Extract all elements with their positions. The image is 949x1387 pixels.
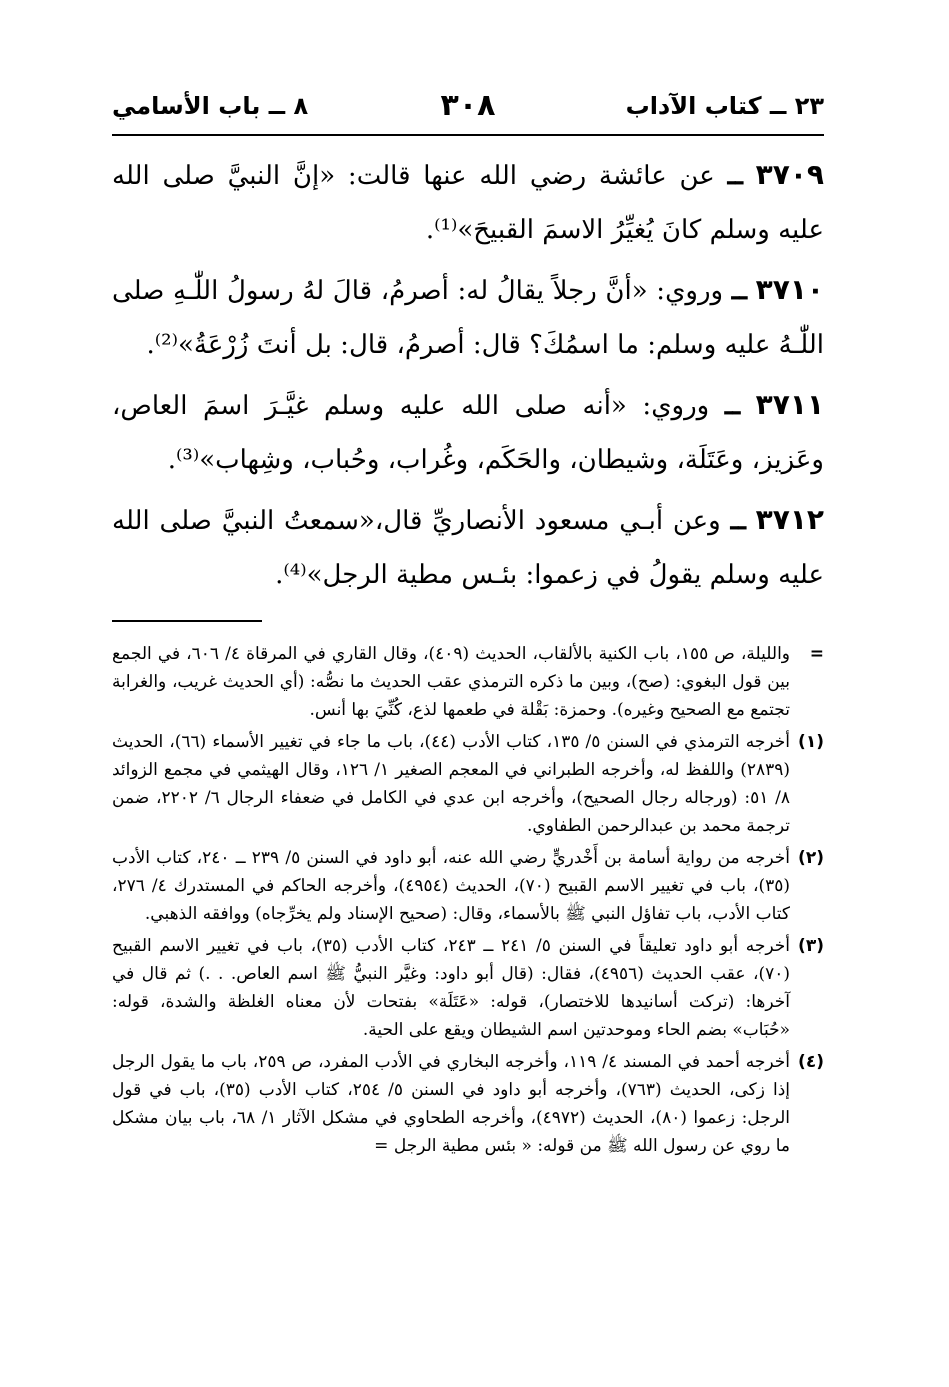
hadith-3711 (112, 378, 824, 487)
hadith-dash: ــ (727, 161, 743, 191)
hadith-list (112, 148, 824, 602)
hadith-3712 (112, 493, 824, 602)
section-title: ٨ ــ باب الأسامي (112, 92, 309, 120)
hadith-dash: ــ (724, 391, 741, 421)
footnote-marker: (٤) (798, 1052, 824, 1072)
footnotes (112, 640, 824, 1160)
hadith-number: ٣٧١٢ (755, 503, 825, 536)
hadith-number: ٣٧٠٩ (755, 158, 825, 191)
footnote-3 (112, 932, 824, 1044)
hadith-text: عن عائشة رضي الله عنها قالت: «إنَّ النبيَّ صلى الله عليه وسلم كانَ يُغيِّرُ الاسمَ القبيحَ»⁽¹⁾. (112, 161, 824, 245)
footnote-divider (112, 620, 262, 622)
footnote-text: والليلة، ص ١٥٥، باب الكنية بالألقاب، الحديث (٤٠٩)، وقال القاري في المرقاة ٤/ ٦٠٦، في الجمع بين قول البغوي: (صح)، وبين ما ذكره الترمذي عقب الحديث ما نصُّه: (أي الحديث غريب، والغرابة تجتمع مع الصحيح وغيره). وحمزة: بَقْلة في طعمها لذع، كُنِّيَ بها أنس. (112, 644, 791, 720)
header-rule (112, 134, 824, 136)
footnote-text: أخرجه أبو داود تعليقاً في السنن ٥/ ٢٤١ ــ ٢٤٣، كتاب الأدب (٣٥)، باب في تغيير الاسم القبيح (٧٠)، عقب الحديث (٤٩٥٦)، فقال: (قال أبو داود: وغيَّر النبيُّ ﷺ اسم العاص. . .) ثم قال في آخرها: (تركت أسانيدها للاختصار)، قوله: «عَتَلَة» بفتحات لأن معناه الغلظة والشدة، قوله: «حُبَاب» بضم الحاء وموحدتين اسم الشيطان ويقع على الحية. (112, 936, 790, 1040)
footnote-marker: (٣) (798, 936, 824, 956)
footnote-2 (112, 844, 824, 928)
hadith-text: وعن أبـي مسعود الأنصاريِّ قال،«سمعتُ النبيَّ صلى الله عليه وسلم يقولُ في زعموا: بئـس مطية الرجل»⁽⁴⁾. (112, 506, 824, 590)
hadith-dash: ــ (730, 506, 746, 536)
hadith-number: ٣٧١٠ (755, 273, 824, 306)
footnote-marker: = (809, 644, 824, 664)
hadith-text: وروي: «أنه صلى الله عليه وسلم غيَّـرَ اسمَ العاص، وعَزيز، وعَتَلَة، وشيطان، والحَكَم، وغُراب، وحُباب، وشِهاب»⁽³⁾. (112, 391, 824, 475)
hadith-3709 (112, 148, 824, 257)
footnote-text: أخرجه من رواية أسامة بن أَخْدريٍّ رضي الله عنه، أبو داود في السنن ٥/ ٢٣٩ ــ ٢٤٠، كتاب الأدب (٣٥)، باب في تغيير الاسم القبيح (٧٠)، الحديث (٤٩٥٤)، وأخرجه الحاكم في المستدرك ٤/ ٢٧٦، كتاب الأدب، باب تفاؤل النبي ﷺ بالأسماء، وقال: (صحيح الإسناد ولم يخرِّجاه) ووافقه الذهبي. (112, 848, 790, 924)
page-header (112, 88, 824, 132)
footnote-text: أخرجه أحمد في المسند ٤/ ١١٩، وأخرجه البخاري في الأدب المفرد، ص ٢٥٩، باب ما يقول الرجل إذا زكى، الحديث (٧٦٣)، وأخرجه أبو داود في السنن ٥/ ٢٥٤، كتاب الأدب (٣٥)، باب في قول الرجل: زعموا (٨٠)، الحديث (٤٩٧٢)، وأخرجه الطحاوي في مشكل الآثار ١/ ٦٨، باب بيان مشكل ما روي عن رسول الله ﷺ من قوله: « بئس مطية الرجل = (112, 1052, 791, 1156)
chapter-title: ٢٣ ــ كتاب الآداب (625, 92, 824, 120)
page-number: ٣٠٨ (440, 88, 496, 123)
hadith-number: ٣٧١١ (755, 388, 825, 421)
footnote-marker: (٢) (798, 848, 824, 868)
footnote-4 (112, 1048, 824, 1160)
footnote-1 (112, 728, 824, 840)
hadith-text: وروي: «أنَّ رجلاً يقالُ له: أصرمُ، قالَ لهُ رسولُ اللّٰـهِ صلى اللّٰـهُ عليه وسلم: ما اسمُكَ؟ قال: أصرمُ، قال: بل أنتَ زُرْعَةُ»⁽²⁾. (112, 276, 824, 360)
footnote-continued (112, 640, 824, 724)
footnote-text: أخرجه الترمذي في السنن ٥/ ١٣٥، كتاب الأدب (٤٤)، باب ما جاء في تغيير الأسماء (٦٦)، الحديث (٢٨٣٩) واللفظ له، وأخرجه الطبراني في المعجم الصغير ١/ ١٢٦، وقال الهيثمي في مجمع الزوائد ٨/ ٥١: (ورجاله رجال الصحيح)، وأخرجه ابن عدي في الكامل في ضعفاء الرجال ٦/ ٢٢٠٢، ضمن ترجمة محمد بن عبدالرحمن الطفاوي. (112, 732, 791, 836)
book-page (112, 88, 824, 1164)
footnote-marker: (١) (798, 732, 824, 752)
hadith-dash: ــ (731, 276, 747, 306)
hadith-3710 (112, 263, 824, 372)
